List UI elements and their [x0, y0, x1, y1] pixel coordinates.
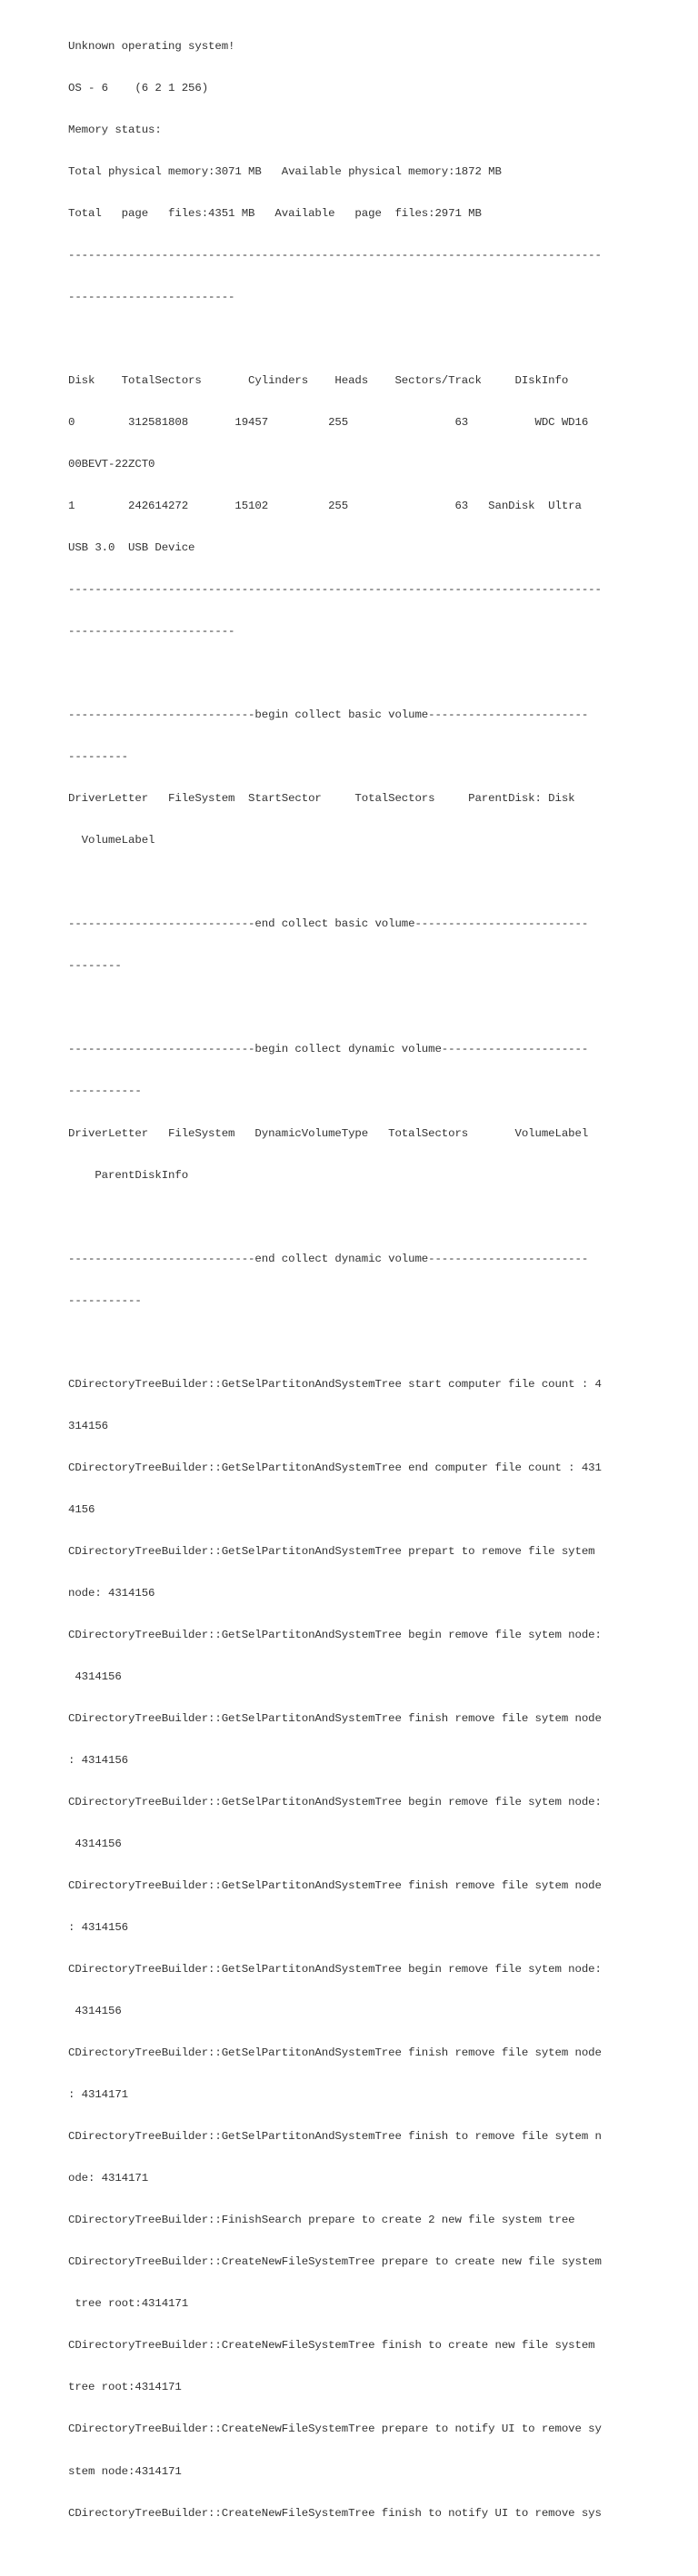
log-line: : 4314171 [68, 2088, 129, 2102]
section-marker: ----------- [68, 1293, 142, 1307]
log-line: : 4314156 [68, 1921, 129, 1935]
log-line: : 4314156 [68, 1753, 129, 1767]
section-marker: ----------------------------begin collect basic volume------------------------ [68, 708, 589, 722]
log-line: Unknown operating system! [68, 39, 235, 53]
separator-line: -------------------------------------------------------------------------------- [68, 248, 602, 262]
log-line: CDirectoryTreeBuilder::CreateNewFileSystemTree finish to create new file system [68, 2339, 602, 2353]
log-line: CDirectoryTreeBuilder::CreateNewFileSystemTree finish to notify UI to remove sys [68, 2506, 602, 2520]
log-line: Total physical memory:3071 MB Available physical memory:1872 MB [68, 164, 502, 178]
log-line: CDirectoryTreeBuilder::CreateNewFileSystemTree prepare to notify UI to remove sy [68, 2422, 602, 2436]
log-line: node: 4314156 [68, 1586, 155, 1600]
disk-table-row: 1 242614272 15102 255 63 SanDisk Ultra [68, 500, 582, 513]
log-line: CDirectoryTreeBuilder::GetSelPartitonAndSystemTree begin remove file sytem node: [68, 1628, 602, 1641]
log-line: 4156 [68, 1502, 95, 1516]
log-line: 4314156 [68, 1669, 122, 1683]
log-line: CDirectoryTreeBuilder::CreateNewFileSystemTree prepare to create new file system [68, 2255, 602, 2269]
section-marker: --------- [68, 750, 129, 764]
blank-line [68, 876, 613, 889]
section-marker: ----------------------------end collect basic volume-------------------------- [68, 917, 589, 931]
section-marker: ----------------------------begin collect dynamic volume---------------------- [68, 1043, 589, 1056]
log-line [68, 2549, 613, 2562]
disk-table-row: USB 3.0 USB Device [68, 541, 195, 555]
log-line: OS - 6 (6 2 1 256) [68, 81, 209, 94]
disk-table-row: 0 312581808 19457 255 63 WDC WD16 [68, 415, 589, 429]
log-line: CDirectoryTreeBuilder::GetSelPartitonAndSystemTree finish remove file sytem node [68, 1711, 602, 1725]
log-line: tree root:4314171 [68, 2381, 182, 2394]
disk-table-header: Disk TotalSectors Cylinders Heads Sectors/Track DIskInfo [68, 373, 569, 387]
blank-line [68, 667, 613, 680]
section-marker: -------- [68, 959, 122, 973]
log-line: tree root:4314171 [68, 2297, 189, 2311]
section-marker: ----------------------------end collect dynamic volume------------------------ [68, 1252, 589, 1265]
log-document [68, 12, 613, 2576]
section-marker: ----------- [68, 1085, 142, 1098]
log-line: 4314156 [68, 1838, 122, 1851]
log-line: CDirectoryTreeBuilder::GetSelPartitonAndSystemTree begin remove file sytem node: [68, 1963, 602, 1977]
log-line: CDirectoryTreeBuilder::GetSelPartitonAndSystemTree start computer file count : 4 [68, 1377, 602, 1391]
basic-volume-header: DriverLetter FileSystem StartSector TotalSectors ParentDisk: Disk [68, 792, 575, 806]
log-line: ode: 4314171 [68, 2172, 149, 2185]
log-line: CDirectoryTreeBuilder::GetSelPartitonAndSystemTree finish to remove file sytem n [68, 2130, 602, 2144]
separator-line: -------------------------------------------------------------------------------- [68, 583, 602, 597]
log-line: CDirectoryTreeBuilder::FinishSearch prepare to create 2 new file system tree [68, 2214, 575, 2227]
basic-volume-header: VolumeLabel [68, 834, 155, 847]
log-line: CDirectoryTreeBuilder::GetSelPartitonAndSystemTree finish remove file sytem node [68, 2046, 602, 2060]
log-line: CDirectoryTreeBuilder::GetSelPartitonAndSystemTree prepart to remove file sytem [68, 1544, 602, 1558]
blank-line [68, 1001, 613, 1015]
blank-line [68, 1211, 613, 1224]
disk-table-row: 00BEVT-22ZCT0 [68, 458, 155, 471]
blank-line [68, 1336, 613, 1350]
log-line: Memory status: [68, 123, 162, 136]
blank-line [68, 332, 613, 346]
separator-line: ------------------------- [68, 290, 235, 303]
log-line: Total page files:4351 MB Available page files:2971 MB [68, 206, 482, 220]
log-line: CDirectoryTreeBuilder::GetSelPartitonAndSystemTree begin remove file sytem node: [68, 1796, 602, 1808]
dynamic-volume-header: DriverLetter FileSystem DynamicVolumeType TotalSectors VolumeLabel [68, 1126, 589, 1140]
log-line: stem node:4314171 [68, 2464, 182, 2478]
log-line: CDirectoryTreeBuilder::GetSelPartitonAndSystemTree end computer file count : 431 [68, 1461, 602, 1474]
log-line: 314156 [68, 1419, 109, 1432]
separator-line: ------------------------- [68, 625, 235, 639]
log-line: CDirectoryTreeBuilder::GetSelPartitonAndSystemTree finish remove file sytem node [68, 1879, 602, 1893]
log-line: 4314156 [68, 2005, 122, 2018]
dynamic-volume-header: ParentDiskInfo [68, 1168, 189, 1182]
